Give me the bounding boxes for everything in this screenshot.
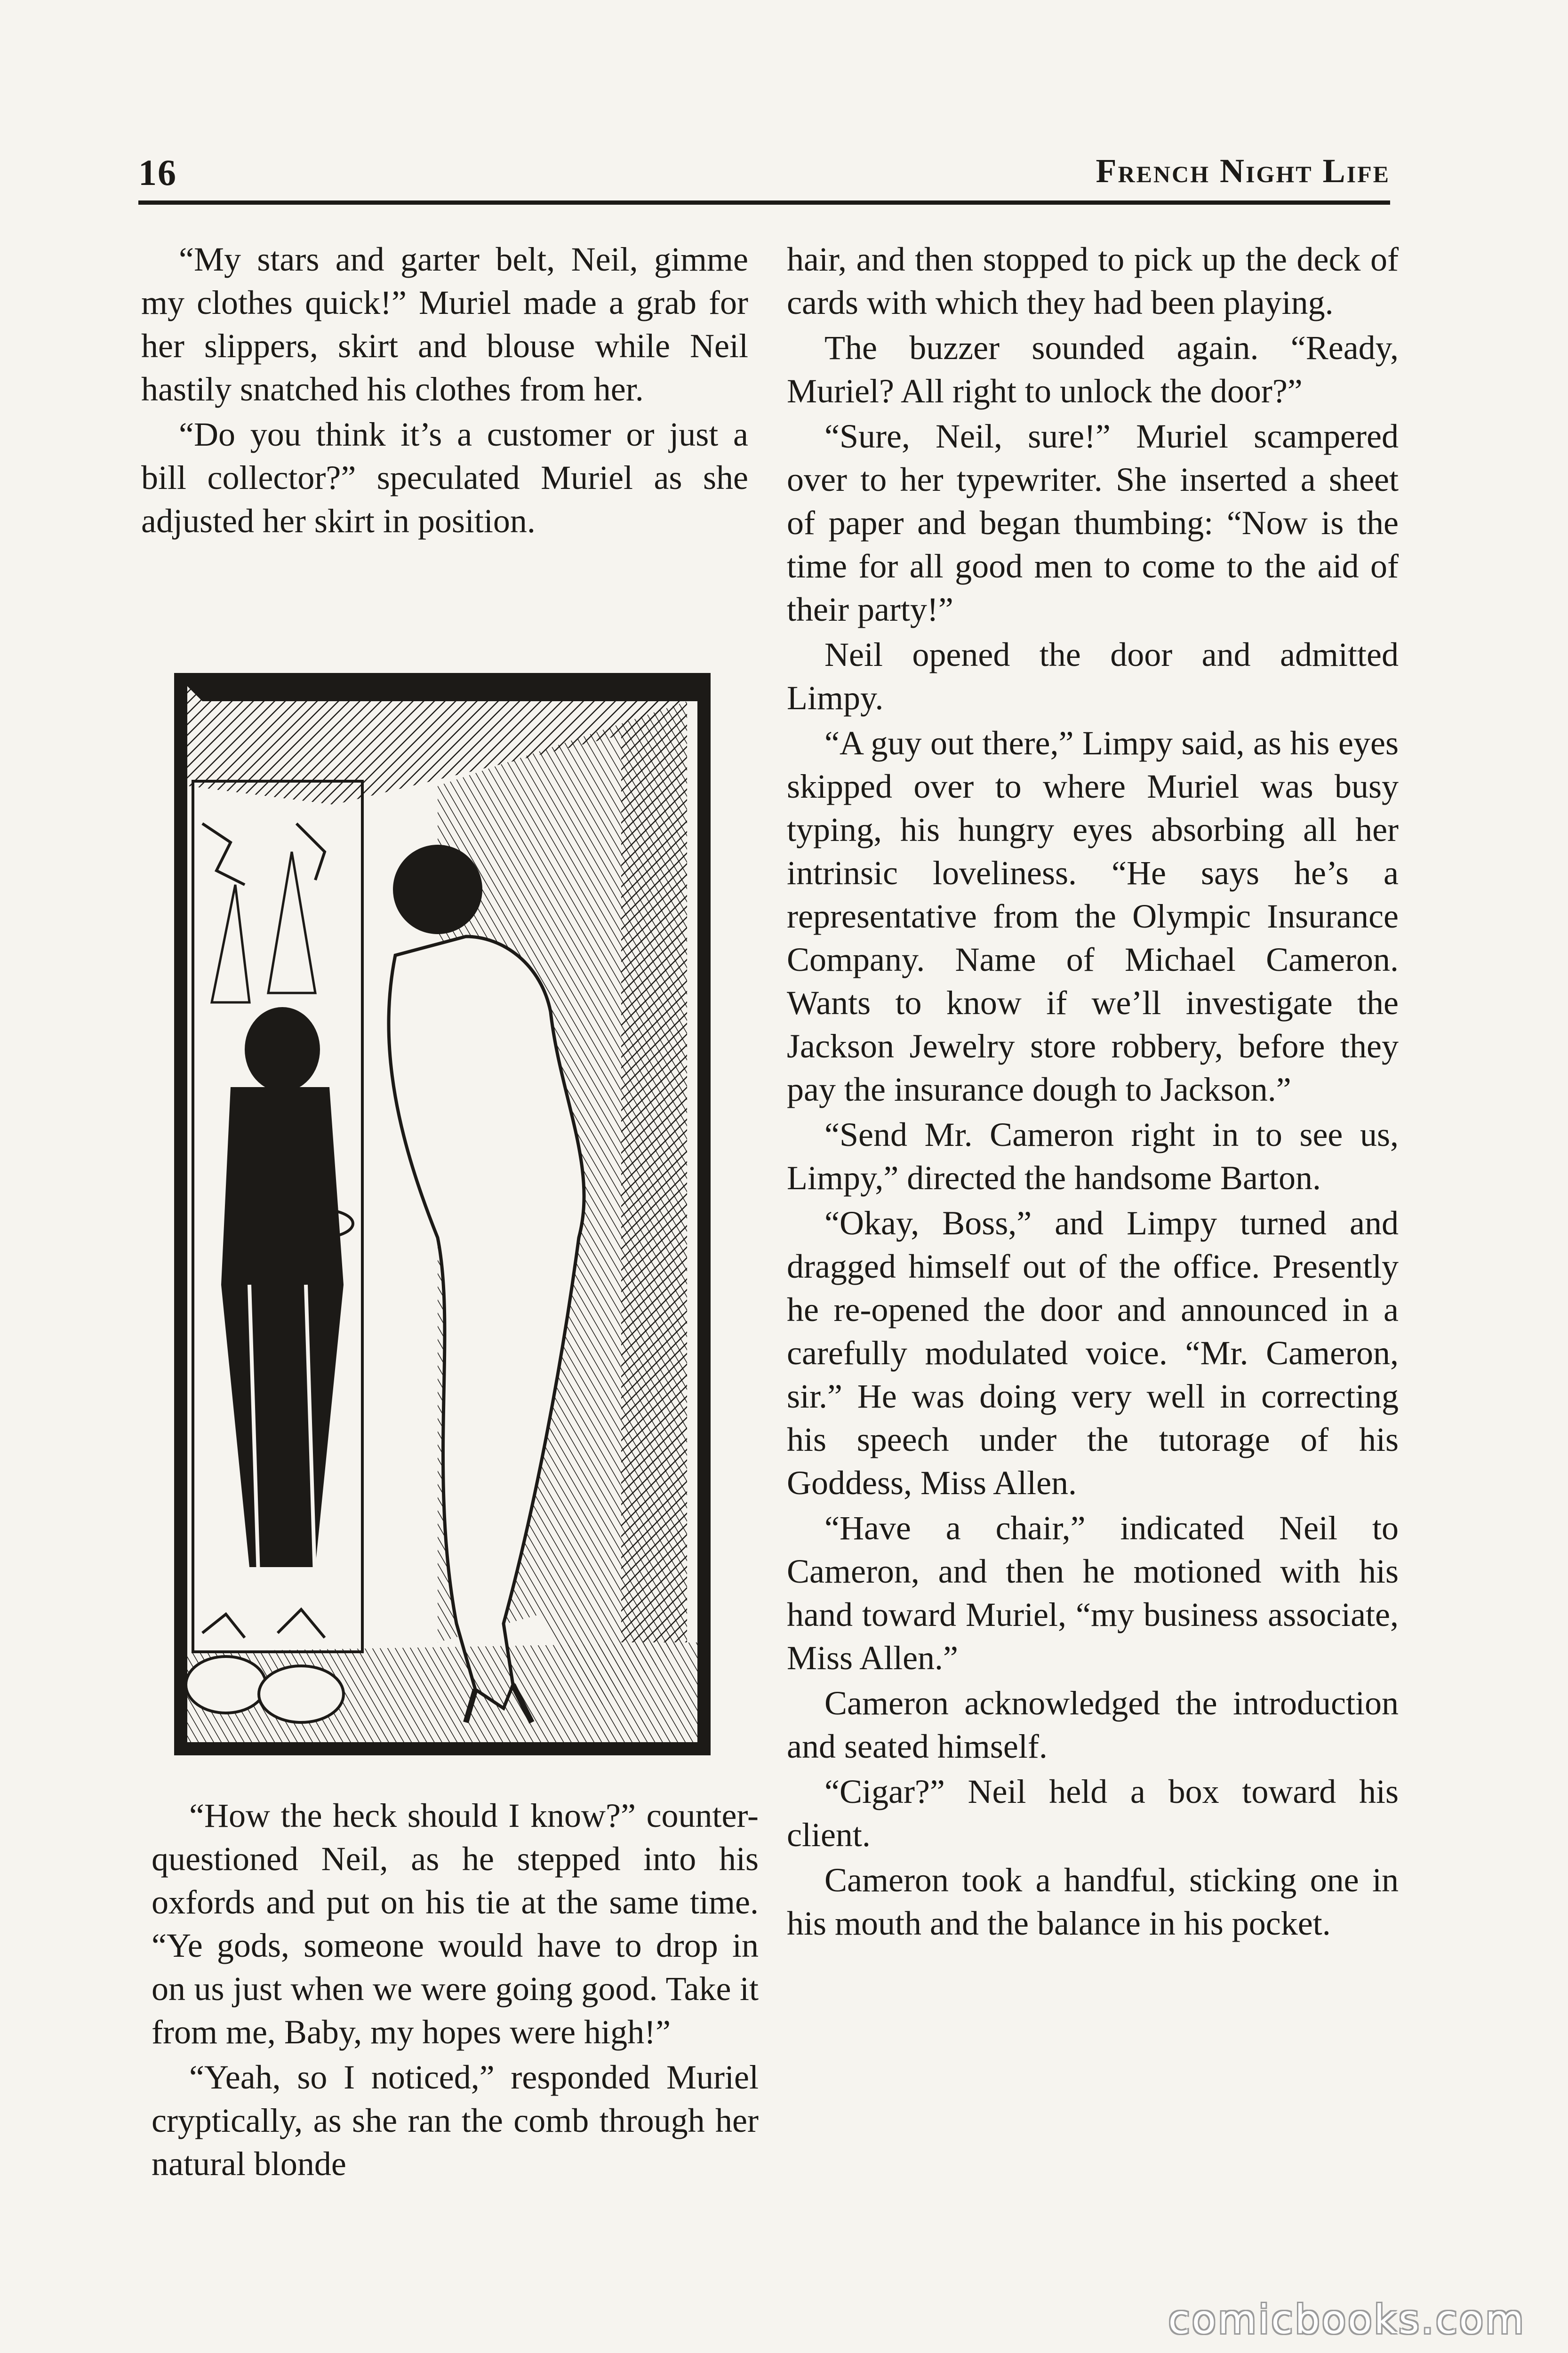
- paragraph: “Yeah, so I noticed,” responded Muriel cryptically, as she ran the comb through her natural blonde: [152, 2058, 759, 2183]
- paragraph: “Send Mr. Cameron right in to see us, Limpy,” directed the handsome Barton.: [787, 1116, 1399, 1197]
- paragraph: Cameron took a handful, sticking one in his mouth and the balance in his pocket.: [787, 1861, 1399, 1942]
- paragraph: “Do you think it’s a customer or just a bill collector?” speculated Muriel as she adjusted her skirt in position.: [141, 416, 748, 540]
- paragraph: The buzzer sounded again. “Ready, Muriel? All right to unlock the door?”: [787, 329, 1399, 410]
- paragraph: Neil opened the door and admitted Limpy.: [787, 636, 1399, 717]
- paragraph: Cameron acknowledged the introduction and seated himself.: [787, 1684, 1399, 1765]
- left-column-top: [141, 238, 748, 544]
- paragraph: “How the heck should I know?” counter-questioned Neil, as he stepped into his oxfords and put on his tie at the same time. “Ye gods, someone would have to drop in on us just when we were going good. Take it from me, Baby, my hopes were high!”: [152, 1797, 759, 2051]
- paragraph: hair, and then stopped to pick up the deck of cards with which they had been playing.: [787, 240, 1399, 321]
- page-header: [138, 152, 1390, 205]
- paragraph: “Have a chair,” indicated Neil to Cameron, and then he motioned with his hand toward Muriel, “my business associate, Miss Allen.”: [787, 1509, 1399, 1677]
- paragraph: “Cigar?” Neil held a box toward his client.: [787, 1773, 1399, 1854]
- paragraph: “Sure, Neil, sure!” Muriel scampered over to her typewriter. She inserted a sheet of paper and began thumbing: “Now is the time for all good men to come to the aid of their party!”: [787, 417, 1399, 628]
- left-column-bottom: [152, 1794, 759, 2187]
- illustration-drawing: [174, 673, 711, 1755]
- page-number: 16: [138, 152, 177, 193]
- running-title: French Night Life: [1096, 152, 1390, 190]
- right-column: [787, 238, 1399, 1947]
- illustration: [174, 673, 711, 1755]
- paragraph: “Okay, Boss,” and Limpy turned and dragged himself out of the office. Presently he re-opened the door and announced in a carefully modulated voice. “Mr. Cameron, sir.” He was doing very well in correcting his speech under the tutorage of his Goddess, Miss Allen.: [787, 1204, 1399, 1502]
- paragraph: “My stars and garter belt, Neil, gimme my clothes quick!” Muriel made a grab for her slippers, skirt and blouse while Neil hastily snatched his clothes from her.: [141, 240, 748, 408]
- watermark: comicbooks.com: [1168, 2297, 1526, 2343]
- paragraph: “A guy out there,” Limpy said, as his eyes skipped over to where Muriel was busy typing, his hungry eyes absorbing all her intrinsic loveliness. “He says he’s a representative from the Olympic Insurance Company. Name of Michael Cameron. Wants to know if we’ll investigate the Jackson Jewelry store robbery, before they pay the insurance dough to Jackson.”: [787, 724, 1399, 1108]
